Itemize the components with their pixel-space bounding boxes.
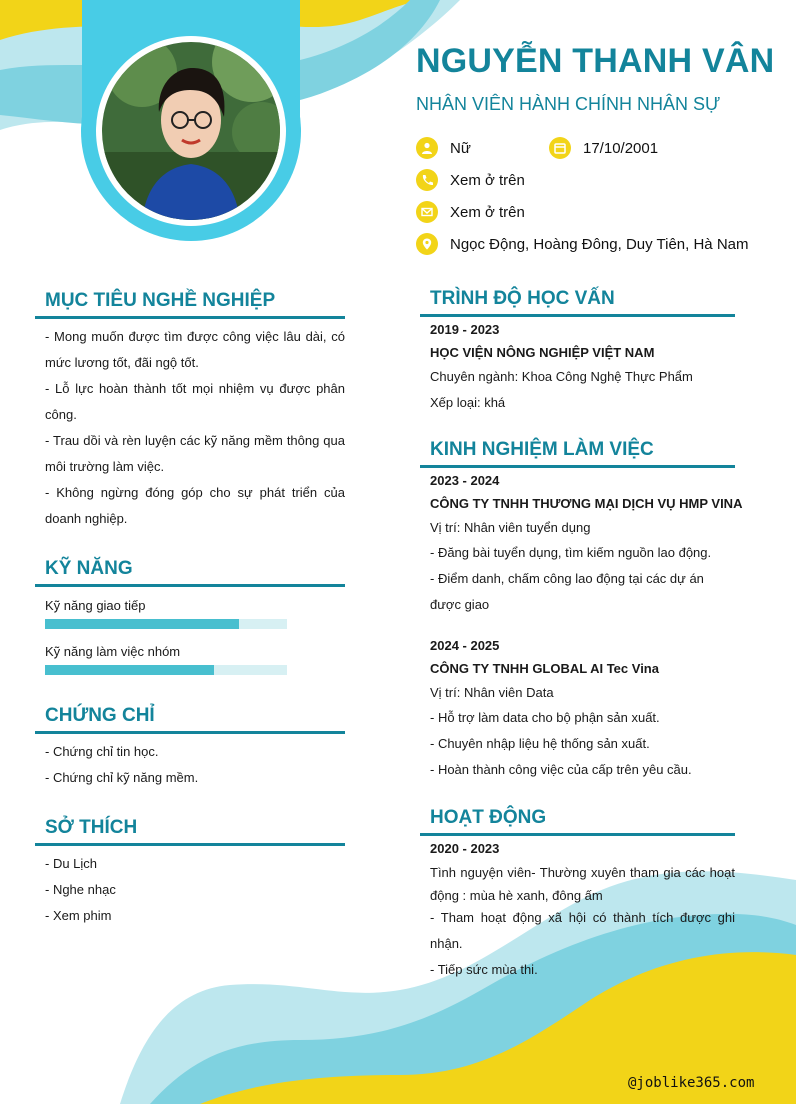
hobby-item: - Du Lịch xyxy=(45,856,98,871)
activity-item: - Tiếp sức mùa thi. xyxy=(430,962,538,977)
objective-list xyxy=(45,324,345,532)
activities-period: 2020 - 2023 xyxy=(430,841,500,856)
job-title: NHÂN VIÊN HÀNH CHÍNH NHÂN SỰ xyxy=(416,94,721,114)
activities-divider xyxy=(420,833,735,836)
email-row xyxy=(416,201,525,223)
job-position: Vị trí: Nhân viên Data xyxy=(430,685,554,700)
gender-row xyxy=(416,137,471,159)
job-period: 2024 - 2025 xyxy=(430,638,500,653)
skills-title: KỸ NĂNG xyxy=(45,558,133,579)
education-grade: Xếp loại: khá xyxy=(430,395,506,410)
birthdate-value: 17/10/2001 xyxy=(583,139,659,157)
education-major: Chuyên ngành: Khoa Công Nghệ Thực Phẩm xyxy=(430,369,693,384)
job-task: - Hỗ trợ làm data cho bộ phận sản xuất. xyxy=(430,710,660,725)
job-tasks xyxy=(430,540,735,618)
address-value: Ngọc Động, Hoàng Đông, Duy Tiên, Hà Nam xyxy=(450,235,749,253)
skill-bar-fill xyxy=(45,619,239,629)
mail-icon xyxy=(416,201,438,223)
job-task: - Hoàn thành công việc của cấp trên yêu cầu. xyxy=(430,762,692,777)
phone-row xyxy=(416,169,525,191)
certificate-item: - Chứng chỉ kỹ năng mềm. xyxy=(45,770,199,785)
address-row xyxy=(416,233,748,255)
objective-title: MỤC TIÊU NGHỀ NGHIỆP xyxy=(45,290,276,311)
education-divider xyxy=(420,314,735,317)
objective-item: - Lỗ lực hoàn thành tốt mọi nhiệm vụ được phân công. xyxy=(45,381,345,422)
hobbies-divider xyxy=(35,843,345,846)
avatar xyxy=(102,42,280,220)
certificates-title: CHỨNG CHỈ xyxy=(45,705,155,726)
activities-list xyxy=(430,905,735,983)
objective-item: - Không ngừng đóng góp cho sự phát triển của doanh nghiệp. xyxy=(45,485,345,526)
experience-divider xyxy=(420,465,735,468)
skill-bar-fill xyxy=(45,665,214,675)
activities-title: HOẠT ĐỘNG xyxy=(430,807,547,828)
job-period: 2023 - 2024 xyxy=(430,473,500,488)
skill-label: Kỹ năng giao tiếp xyxy=(45,598,146,613)
hobbies-list xyxy=(45,851,345,929)
certificates-list xyxy=(45,739,345,791)
birthdate-row xyxy=(549,137,658,159)
skill-label: Kỹ năng làm việc nhóm xyxy=(45,644,181,659)
footer-watermark: @joblike365.com xyxy=(628,1075,755,1091)
location-icon xyxy=(416,233,438,255)
person-icon xyxy=(416,137,438,159)
skill-bar-track xyxy=(45,665,287,675)
hobby-item: - Nghe nhạc xyxy=(45,882,116,897)
job-position: Vị trí: Nhân viên tuyển dụng xyxy=(430,520,591,535)
job-task: - Đăng bài tuyển dụng, tìm kiếm nguồn lao động. xyxy=(430,545,712,560)
education-period: 2019 - 2023 xyxy=(430,322,500,337)
hobbies-title: SỞ THÍCH xyxy=(45,817,138,838)
phone-value[interactable]: Xem ở trên xyxy=(450,171,525,189)
job-tasks xyxy=(430,705,735,783)
gender-value: Nữ xyxy=(450,139,471,157)
objective-item: - Mong muốn được tìm được công việc lâu dài, có mức lương tốt, đãi ngộ tốt. xyxy=(45,329,345,370)
skill-bar-track xyxy=(45,619,287,629)
phone-icon xyxy=(416,169,438,191)
email-value[interactable]: Xem ở trên xyxy=(450,203,525,221)
candidate-name: NGUYỄN THANH VÂN xyxy=(416,42,775,80)
certificate-item: - Chứng chỉ tin học. xyxy=(45,744,159,759)
certificates-divider xyxy=(35,731,345,734)
job-task: - Chuyên nhập liệu hệ thống sản xuất. xyxy=(430,736,650,751)
job-company: CÔNG TY TNHH THƯƠNG MẠI DỊCH VỤ HMP VINA xyxy=(430,496,743,511)
skills-divider xyxy=(35,584,345,587)
job-company: CÔNG TY TNHH GLOBAL AI Tec Vina xyxy=(430,661,659,676)
activity-item: - Tham hoạt động xã hội có thành tích được ghi nhận. xyxy=(430,910,735,951)
objective-item: - Trau dồi và rèn luyện các kỹ năng mềm thông qua môi trường làm việc. xyxy=(45,433,345,474)
education-title: TRÌNH ĐỘ HỌC VẤN xyxy=(430,288,615,309)
experience-title: KINH NGHIỆM LÀM VIỆC xyxy=(430,439,654,460)
activity-item: Tình nguyện viên- Thường xuyên tham gia các hoạt động : mùa hè xanh, đông ấm xyxy=(430,865,735,903)
hobby-item: - Xem phim xyxy=(45,908,112,923)
calendar-icon xyxy=(549,137,571,159)
job-task: - Điểm danh, chấm công lao động tại các dự án được giao xyxy=(430,571,704,612)
objective-divider xyxy=(35,316,345,319)
education-school: HỌC VIỆN NÔNG NGHIỆP VIỆT NAM xyxy=(430,345,655,360)
